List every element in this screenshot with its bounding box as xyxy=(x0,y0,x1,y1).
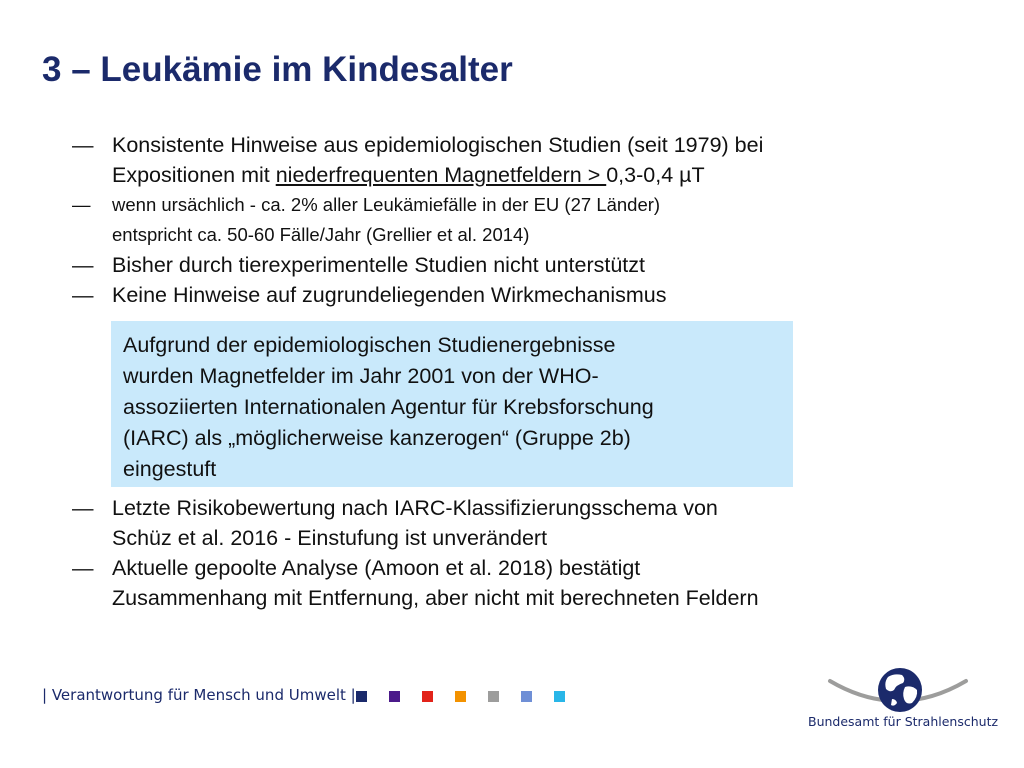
bullet-text: Zusammenhang mit Entfernung, aber nicht mit berechneten Feldern xyxy=(112,586,759,610)
globe-icon xyxy=(878,668,922,712)
callout-box xyxy=(111,321,793,487)
dash-bullet: — xyxy=(72,283,94,307)
bullet-text: Aktuelle gepoolte Analyse (Amoon et al. 2018) bestätigt xyxy=(112,556,641,580)
dash-bullet: — xyxy=(72,496,94,520)
color-square xyxy=(389,691,400,702)
callout-line: eingestuft xyxy=(123,457,217,481)
bullet-text: Bisher durch tierexperimentelle Studien nicht unterstützt xyxy=(112,253,645,277)
bullet-item xyxy=(72,553,912,613)
bullet-item xyxy=(72,130,912,190)
bullet-text: Keine Hinweise auf zugrundeliegenden Wirkmechanismus xyxy=(112,283,667,307)
logo-caption: Bundesamt für Strahlenschutz xyxy=(808,714,999,729)
bullet-list-top xyxy=(72,130,912,310)
color-square xyxy=(488,691,499,702)
bullet-item xyxy=(72,250,912,280)
color-square xyxy=(356,691,367,702)
slide-title: 3 – Leukämie im Kindesalter xyxy=(42,50,513,89)
color-squares xyxy=(356,691,565,702)
dash-bullet: — xyxy=(72,133,94,157)
callout-line: wurden Magnetfelder im Jahr 2001 von der WHO- xyxy=(123,364,599,388)
callout-line: (IARC) als „möglicherweise kanzerogen“ (Gruppe 2b) xyxy=(123,426,631,450)
callout-line: Aufgrund der epidemiologischen Studienergebnisse xyxy=(123,333,616,357)
color-square xyxy=(422,691,433,702)
color-square xyxy=(521,691,532,702)
color-square xyxy=(455,691,466,702)
bullet-item xyxy=(72,493,912,553)
color-square xyxy=(554,691,565,702)
callout-line: assoziierten Internationalen Agentur für Krebsforschung xyxy=(123,395,654,419)
bullet-text: wenn ursächlich - ca. 2% aller Leukämiefälle in der EU (27 Länder) xyxy=(112,194,661,215)
bullet-item xyxy=(72,280,912,310)
bullet-text: Letzte Risikobewertung nach IARC-Klassifizierungsschema von xyxy=(112,496,718,520)
bullet-text: Konsistente Hinweise aus epidemiologischen Studien (seit 1979) bei xyxy=(112,133,764,157)
dash-bullet: — xyxy=(72,253,94,277)
bullet-list-bottom xyxy=(72,493,912,613)
underlined-term: niederfrequenten Magnetfeldern > xyxy=(275,163,607,187)
bullet-text: Expositionen mit xyxy=(112,163,276,187)
bullet-text: entspricht ca. 50-60 Fälle/Jahr (Grellier et al. 2014) xyxy=(112,224,530,245)
dash-bullet: — xyxy=(72,194,91,215)
bullet-item xyxy=(72,190,912,250)
dash-bullet: — xyxy=(72,556,94,580)
bullet-text: 0,3-0,4 µT xyxy=(606,163,705,187)
bullet-text: Schüz et al. 2016 - Einstufung ist unverändert xyxy=(112,526,548,550)
footer-slogan: | Verantwortung für Mensch und Umwelt | xyxy=(42,686,356,704)
